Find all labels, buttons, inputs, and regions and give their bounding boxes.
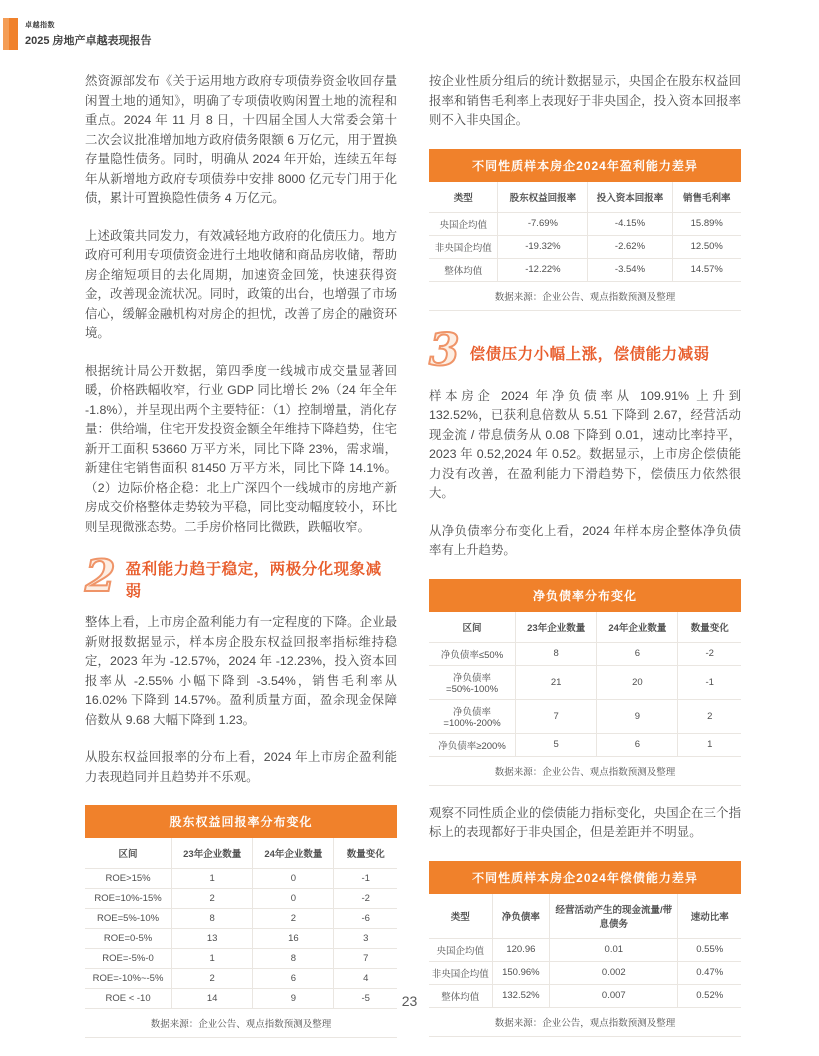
table-cell: 0 [253, 889, 334, 909]
table-cell: 6 [597, 642, 678, 665]
table-cell: 净负债率=100%-200% [429, 699, 516, 733]
table-row [429, 733, 741, 756]
table-header-row [429, 894, 741, 939]
column-header: 经营活动产生的现金流量/带息债务 [550, 894, 678, 939]
table-cell: ROE>15% [85, 869, 172, 889]
right-column [429, 72, 741, 1056]
table-cell: ROE=-5%-0 [85, 949, 172, 969]
table-row [429, 938, 741, 961]
column-header: 数量变化 [678, 612, 741, 643]
table-cell: 3 [334, 929, 397, 949]
brand-text [25, 20, 152, 48]
table-cell: -6 [334, 909, 397, 929]
solvency-difference-table [429, 861, 741, 1037]
solvency-table-grid [429, 894, 741, 1008]
paragraph-ownership-comparison: 按企业性质分组后的统计数据显示，央国企在股东权益回报率和销售毛利率上表现好于非央国企，投入资本回报率则不入非央国企。 [429, 74, 741, 127]
table-title: 净负债率分布变化 [429, 579, 741, 612]
table-cell: 0.007 [550, 984, 678, 1007]
table-cell: ROE=5%-10% [85, 909, 172, 929]
table-cell: 整体均值 [429, 984, 492, 1007]
table-source: 数据来源：企业公告、观点指数预测及整理 [85, 1009, 397, 1038]
table-cell: 0.52% [678, 984, 741, 1007]
table-cell: 5 [516, 733, 597, 756]
table-cell: 0.01 [550, 938, 678, 961]
report-title: 2025 房地产卓越表现报告 [25, 35, 152, 47]
table-cell: 8 [516, 642, 597, 665]
table-cell: -2 [678, 642, 741, 665]
table-source: 数据来源：企业公告、观点指数预测及整理 [429, 282, 741, 311]
table-row [429, 258, 741, 281]
table-cell: ROE=-10%~-5% [85, 969, 172, 989]
table-row [85, 929, 397, 949]
column-header: 24年企业数量 [253, 838, 334, 869]
table-cell: -4.15% [588, 212, 672, 235]
section-title-solvency: 偿债压力小幅上涨，偿债能力减弱 [469, 345, 710, 363]
table-cell: ROE < -10 [85, 989, 172, 1009]
table-cell: -1 [678, 665, 741, 699]
gearing-distribution-table [429, 579, 741, 786]
brand-logo-icon [3, 18, 18, 50]
table-row [85, 949, 397, 969]
roe-table-grid [85, 838, 397, 1009]
table-cell: 20 [597, 665, 678, 699]
brand-name: 卓越指数 [25, 22, 55, 29]
column-header: 投入资本回报率 [588, 182, 672, 213]
table-row [429, 212, 741, 235]
table-cell: 0.002 [550, 961, 678, 984]
table-title: 不同性质样本房企2024年盈利能力差异 [429, 149, 741, 182]
section-heading-solvency [429, 324, 741, 377]
table-source: 数据来源：企业公告，观点指数预测及整理 [429, 1008, 741, 1037]
table-row [429, 642, 741, 665]
table-row [429, 961, 741, 984]
table-cell: 0.47% [678, 961, 741, 984]
profitability-difference-table [429, 149, 741, 311]
table-cell: -2.62% [588, 235, 672, 258]
paragraph-gearing-trend: 从净负债率分布变化上看，2024 年样本房企整体净负债率有上升趋势。 [429, 523, 741, 557]
table-cell: 6 [253, 969, 334, 989]
column-header: 区间 [429, 612, 516, 643]
table-cell: 15.89% [672, 212, 741, 235]
table-title: 不同性质样本房企2024年偿债能力差异 [429, 861, 741, 894]
table-cell: 1 [172, 949, 253, 969]
masthead [3, 18, 152, 50]
paragraph-profitability-overview: 整体上看，上市房企盈利能力有一定程度的下降。企业最新财报数据显示，样本房企股东权益回报率指标维持稳定，2023 年为 -12.57%，2024 年 -12.23%，投入资本回报率从 -2.55% 小幅下降到 -3.54%，销售毛利率从 16.02% 下降到 14.57%。盈利质量方面，盈余现金保障倍数从 9.68 大幅下降到 1.23。 [85, 615, 397, 727]
table-header-row [429, 182, 741, 213]
table-cell: 7 [334, 949, 397, 969]
table-cell: 非央国企均值 [429, 961, 492, 984]
table-cell: 央国企均值 [429, 938, 492, 961]
column-header: 净负债率 [492, 894, 550, 939]
column-header: 类型 [429, 182, 498, 213]
table-cell: 2 [172, 969, 253, 989]
table-cell: 央国企均值 [429, 212, 498, 235]
table-cell: 净负债率≥200% [429, 733, 516, 756]
page-number: 23 [401, 993, 418, 1009]
table-cell: 4 [334, 969, 397, 989]
column-header: 数量变化 [334, 838, 397, 869]
table-cell: 8 [253, 949, 334, 969]
paragraph-policy-bonds: 然资源部发布《关于运用地方政府专项债券资金收回存量闲置土地的通知》，明确了专项债收购闲置土地的流程和重点。2024 年 11 月 8 日，十四届全国人大常委会第十二次会议批准增加地方政府债务限额 6 万亿元，用于置换存量隐性债务。同时，明确从 2024 年开始，连续五年每年从新增地方政府专项债券中安排 8000 亿元专门用于化债，累计可置换隐性债务 4 万亿元。 [85, 74, 397, 205]
table-row [85, 889, 397, 909]
table-cell: 0.55% [678, 938, 741, 961]
table-cell: -12.22% [498, 258, 588, 281]
table-cell: 0 [253, 869, 334, 889]
table-cell: 净负债率=50%-100% [429, 665, 516, 699]
table-cell: 2 [172, 889, 253, 909]
table-cell: ROE=10%-15% [85, 889, 172, 909]
table-row [85, 869, 397, 889]
paragraph-solvency-comparison: 观察不同性质企业的偿债能力指标变化，央国企在三个指标上的表现都好于非央国企，但是差距并不明显。 [429, 805, 741, 839]
table-cell: -5 [334, 989, 397, 1009]
column-header: 区间 [85, 838, 172, 869]
table-row [429, 235, 741, 258]
column-header: 23年企业数量 [172, 838, 253, 869]
table-title: 股东权益回报率分布变化 [85, 805, 397, 838]
table-cell: 2 [253, 909, 334, 929]
table-cell: 1 [678, 733, 741, 756]
paragraph-policy-effect: 上述政策共同发力，有效减轻地方政府的化债压力。地方政府可利用专项债资金进行土地收储和商品房收储，帮助房企缩短项目的去化周期，加速资金回笼，快速获得资金，改善现金流状况。同时，政策的出台，也增强了市场信心，缓解金融机构对房企的担忧，改善了房企的融资环境。 [85, 228, 397, 340]
table-cell: 150.96% [492, 961, 550, 984]
table-cell: ROE=0-5% [85, 929, 172, 949]
table-row [85, 909, 397, 929]
table-cell: -3.54% [588, 258, 672, 281]
section-heading-profitability [85, 551, 397, 603]
table-cell: 1 [172, 869, 253, 889]
section-title-profitability: 盈利能力趋于稳定，两极分化现象减弱 [125, 561, 382, 600]
table-cell: 6 [597, 733, 678, 756]
content-columns [85, 72, 741, 1056]
table-cell: 非央国企均值 [429, 235, 498, 258]
table-cell: 21 [516, 665, 597, 699]
paragraph-debt-metrics: 样本房企 2024 年净负债率从 109.91% 上升到 132.52%，已获利息倍数从 5.51 下降到 2.67，经营活动现金流 / 带息债务从 0.08 下降到 0.01，速动比率持平，2023 年 0.52,2024 年 0.52。数据显示，上市房企偿债能力没有改善，在盈利能力下滑趋势下，偿债压力依然很大。 [429, 388, 741, 500]
table-cell: 16 [253, 929, 334, 949]
paragraph-stats-bureau: 根据统计局公开数据，第四季度一线城市成交量显著回暖，价格跌幅收窄，行业 GDP 同比增长 2%（24 年全年 -1.8%），并呈现出两个主要特征：（1）控制增量，消化存量：供给端，住宅开发投资金额全年维持下降趋势，住宅新开工面积 53660 万平方米，同比下降 23%，需求端，新建住宅销售面积 81450 万平方米，同比下降 14.1%。（2）边际价格企稳：北上广深四个一线城市的房地产新房成交价格整体走势较为平稳，同比变动幅度较小，环比则呈现微涨态势。二手房价格同比微跌，跌幅收窄。 [85, 363, 397, 534]
table-cell: -2 [334, 889, 397, 909]
table-cell: 整体均值 [429, 258, 498, 281]
left-column [85, 72, 397, 1056]
table-cell: 12.50% [672, 235, 741, 258]
table-cell: 净负债率≤50% [429, 642, 516, 665]
table-cell: 120.96 [492, 938, 550, 961]
table-cell: 9 [597, 699, 678, 733]
table-header-row [429, 612, 741, 643]
table-cell: 7 [516, 699, 597, 733]
table-row [429, 665, 741, 699]
gearing-table-grid [429, 612, 741, 757]
table-cell: 13 [172, 929, 253, 949]
column-header: 24年企业数量 [597, 612, 678, 643]
table-cell: -7.69% [498, 212, 588, 235]
section-number-3: 3 [429, 324, 460, 376]
column-header: 类型 [429, 894, 492, 939]
table-cell: -1 [334, 869, 397, 889]
table-cell: 14.57% [672, 258, 741, 281]
profit-table-grid [429, 182, 741, 282]
column-header: 速动比率 [678, 894, 741, 939]
table-cell: 132.52% [492, 984, 550, 1007]
table-header-row [85, 838, 397, 869]
table-row [429, 699, 741, 733]
table-cell: 14 [172, 989, 253, 1009]
paragraph-roe-distribution: 从股东权益回报率的分布上看，2024 年上市房企盈利能力表现趋同并且趋势并不乐观。 [85, 750, 397, 784]
table-cell: 8 [172, 909, 253, 929]
table-source: 数据来源：企业公告、观点指数预测及整理 [429, 757, 741, 786]
column-header: 销售毛利率 [672, 182, 741, 213]
table-row [85, 969, 397, 989]
column-header: 23年企业数量 [516, 612, 597, 643]
table-cell: 2 [678, 699, 741, 733]
table-cell: -19.32% [498, 235, 588, 258]
column-header: 股东权益回报率 [498, 182, 588, 213]
section-number-2: 2 [85, 551, 116, 602]
table-cell: 9 [253, 989, 334, 1009]
